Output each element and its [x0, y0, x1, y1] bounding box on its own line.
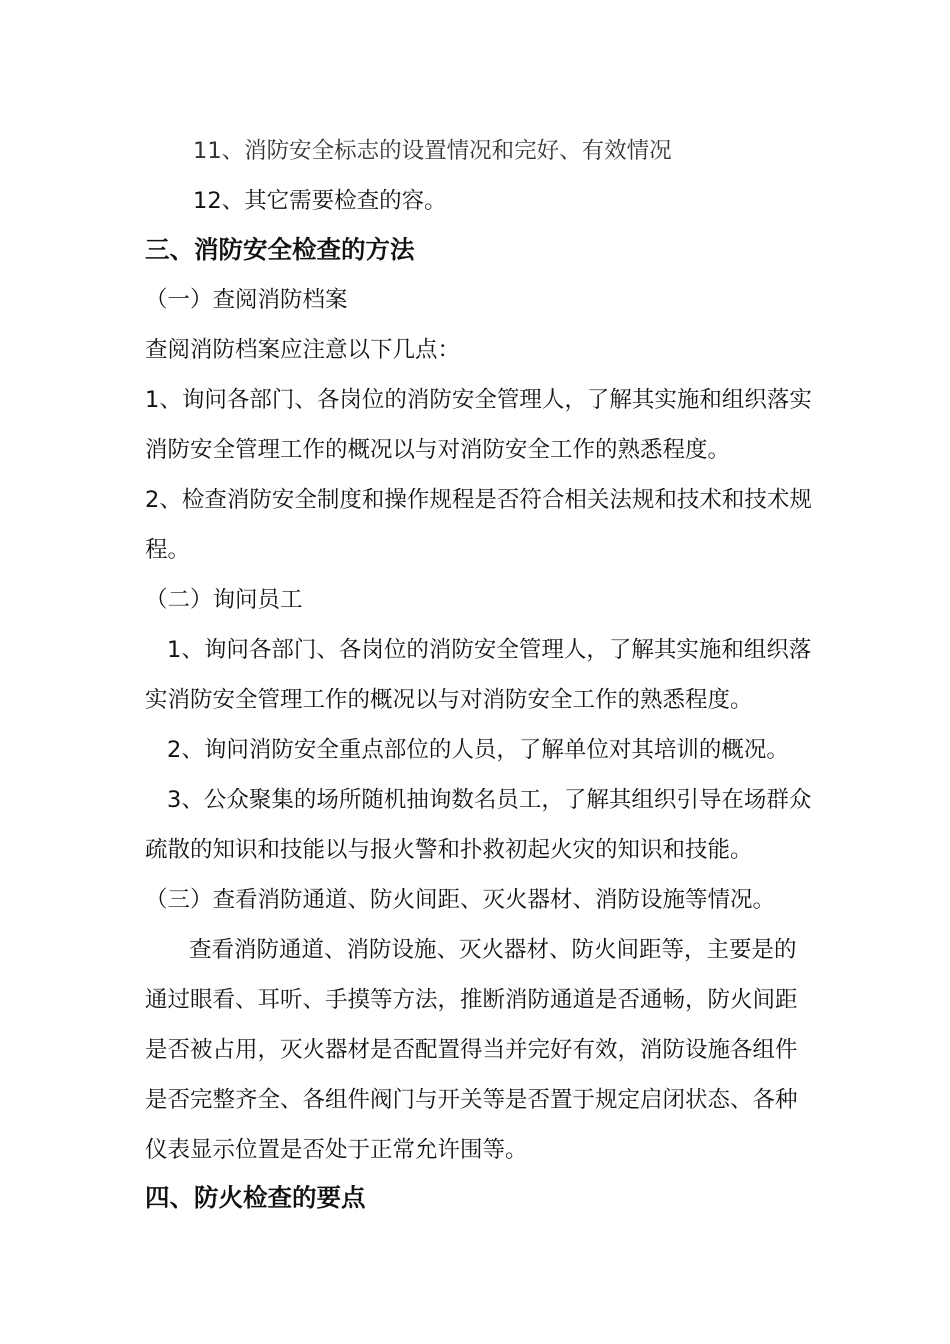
paragraph-line: 疏散的知识和技能以与报火警和扑救初起火灾的知识和技能。 — [145, 837, 753, 863]
paragraph-line: 查阅消防档案应注意以下几点： — [145, 337, 461, 363]
subsection-heading: （二）询问员工 — [145, 587, 303, 613]
list-item: 11、消防安全标志的设置情况和完好、有效情况 — [193, 138, 672, 164]
paragraph-line: 1、询问各部门、各岗位的消防安全管理人，了解其实施和组织落实 — [145, 387, 812, 413]
paragraph-line: 是否完整齐全、各组件阀门与开关等是否置于规定启闭状态、各种 — [145, 1087, 798, 1113]
section-heading: 四、防火检查的要点 — [145, 1183, 366, 1212]
subsection-heading: （三）查看消防通道、防火间距、灭火器材、消防设施等情况。 — [145, 887, 776, 913]
paragraph-line: 通过眼看、耳听、手摸等方法，推断消防通道是否通畅，防火间距 — [145, 987, 798, 1013]
paragraph-line: 3、公众聚集的场所随机抽询数名员工，了解其组织引导在场群众 — [167, 787, 812, 813]
paragraph-line: 查看消防通道、消防设施、灭火器材、防火间距等，主要是的 — [189, 937, 797, 963]
paragraph-line: 2、询问消防安全重点部位的人员，了解单位对其培训的概况。 — [167, 737, 789, 763]
paragraph-line: 实消防安全管理工作的概况以与对消防安全工作的熟悉程度。 — [145, 687, 753, 713]
list-item: 12、其它需要检查的容。 — [193, 188, 447, 214]
paragraph-line: 消防安全管理工作的概况以与对消防安全工作的熟悉程度。 — [145, 437, 731, 463]
subsection-heading: （一）查阅消防档案 — [145, 287, 348, 313]
paragraph-line: 2、检查消防安全制度和操作规程是否符合相关法规和技术和技术规 — [145, 487, 812, 513]
paragraph-line: 是否被占用，灭火器材是否配置得当并完好有效，消防设施各组件 — [145, 1037, 798, 1063]
paragraph-line: 程。 — [145, 537, 191, 563]
section-heading: 三、消防安全检查的方法 — [145, 235, 415, 264]
paragraph-line: 仪表显示位置是否处于正常允许围等。 — [145, 1137, 528, 1163]
paragraph-line: 1、询问各部门、各岗位的消防安全管理人，了解其实施和组织落 — [167, 637, 812, 663]
